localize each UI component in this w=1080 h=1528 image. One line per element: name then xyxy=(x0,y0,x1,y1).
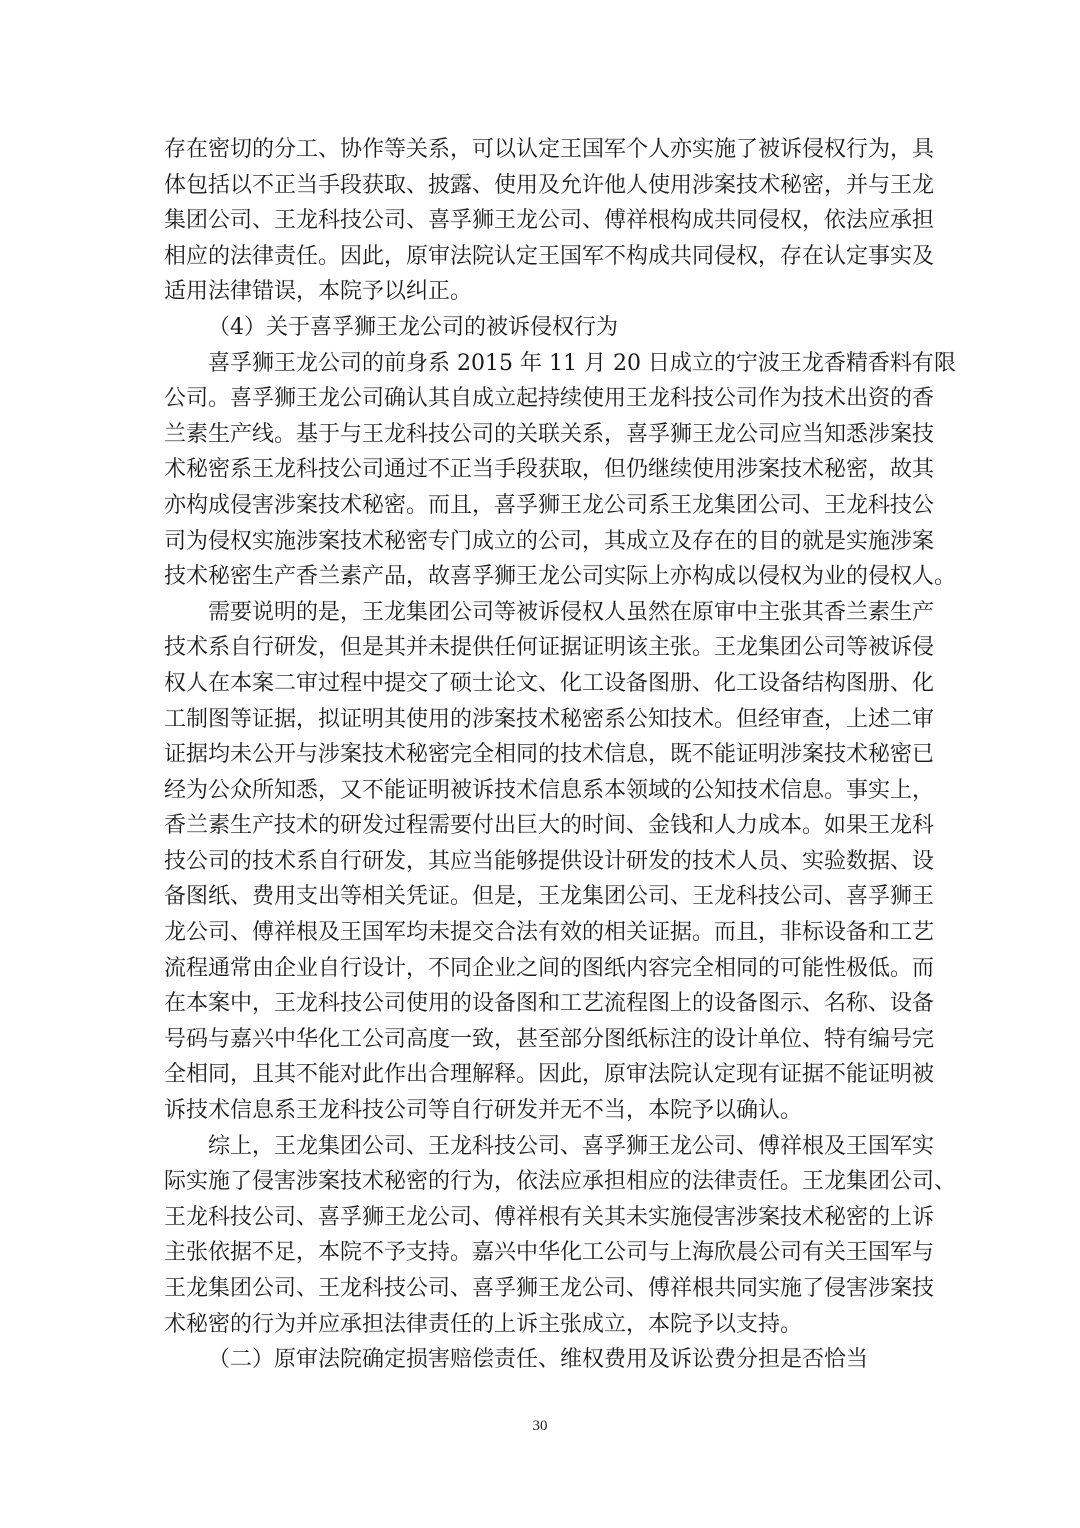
text-line: 权人在本案二审过程中提交了硕士论文、化工设备图册、化工设备结构图册、化 xyxy=(164,670,935,696)
text-line: 喜孚狮王龙公司的前身系 2015 年 11 月 20 日成立的宁波王龙香精香料有限 xyxy=(208,350,956,376)
text-line: 亦构成侵害涉案技术秘密。而且，喜孚狮王龙公司系王龙集团公司、王龙科技公 xyxy=(164,492,935,518)
text-line: 技术系自行研发，但是其并未提供任何证据证明该主张。王龙集团公司等被诉侵 xyxy=(164,635,935,661)
text-line: （二）原审法院确定损害赔偿责任、维权费用及诉讼费分担是否恰当 xyxy=(208,1347,869,1373)
text-line: 需要说明的是，王龙集团公司等被诉侵权人虽然在原审中主张其香兰素生产 xyxy=(208,599,935,625)
text-line: 际实施了侵害涉案技术秘密的行为，依法应承担相应的法律责任。王龙集团公司、 xyxy=(164,1169,957,1195)
page-number: 30 xyxy=(532,1418,548,1434)
text-line: 技公司的技术系自行研发，其应当能够提供设计研发的技术人员、实验数据、设 xyxy=(164,848,935,874)
document-body xyxy=(164,132,957,1378)
text-line: 全相同，且其不能对此作出合理解释。因此，原审法院认定现有证据不能证明被 xyxy=(164,1062,935,1088)
text-line: 公司。喜孚狮王龙公司确认其自成立起持续使用王龙科技公司作为技术出资的香 xyxy=(164,386,935,412)
text-line: 综上，王龙集团公司、王龙科技公司、喜孚狮王龙公司、傅祥根及王国军实 xyxy=(208,1133,935,1159)
text-line: 体包括以不正当手段获取、披露、使用及允许他人使用涉案技术秘密，并与王龙 xyxy=(164,172,935,198)
text-line: 王龙科技公司、喜孚狮王龙公司、傅祥根有关其未实施侵害涉案技术秘密的上诉 xyxy=(164,1204,935,1230)
text-line: 龙公司、傅祥根及王国军均未提交合法有效的相关证据。而且，非标设备和工艺 xyxy=(164,920,935,946)
text-line: 备图纸、费用支出等相关凭证。但是，王龙集团公司、王龙科技公司、喜孚狮王 xyxy=(164,884,935,910)
text-line: 香兰素生产技术的研发过程需要付出巨大的时间、金钱和人力成本。如果王龙科 xyxy=(164,813,935,839)
text-line: 经为公众所知悉，又不能证明被诉技术信息系本领域的公知技术信息。事实上， xyxy=(164,777,935,803)
text-line: 存在密切的分工、协作等关系，可以认定王国军个人亦实施了被诉侵权行为，具 xyxy=(164,137,935,162)
text-line: 术秘密系王龙科技公司通过不正当手段获取，但仍继续使用涉案技术秘密，故其 xyxy=(164,457,935,483)
text-line: 司为侵权实施涉案技术秘密专门成立的公司，其成立及存在的目的就是实施涉案 xyxy=(164,528,935,554)
text-line: 主张依据不足，本院不予支持。嘉兴中华化工公司与上海欣晨公司有关王国军与 xyxy=(164,1240,935,1266)
text-line: 流程通常由企业自行设计，不同企业之间的图纸内容完全相同的可能性极低。而 xyxy=(164,955,935,981)
text-line: 号码与嘉兴中华化工公司高度一致，甚至部分图纸标注的设计单位、特有编号完 xyxy=(164,1026,935,1052)
text-line: 在本案中，王龙科技公司使用的设备图和工艺流程图上的设备图示、名称、设备 xyxy=(164,991,935,1017)
text-line: 证据均未公开与涉案技术秘密完全相同的技术信息，既不能证明涉案技术秘密已 xyxy=(164,742,935,768)
text-line: 集团公司、王龙科技公司、喜孚狮王龙公司、傅祥根构成共同侵权，依法应承担 xyxy=(164,208,935,234)
text-line: 诉技术信息系王龙科技公司等自行研发并无不当，本院予以确认。 xyxy=(164,1098,803,1124)
text-line: 工制图等证据，拟证明其使用的涉案技术秘密系公知技术。但经审查，上述二审 xyxy=(164,706,935,732)
text-line: 王龙集团公司、王龙科技公司、喜孚狮王龙公司、傅祥根共同实施了侵害涉案技 xyxy=(164,1276,935,1301)
text-line: 兰素生产线。基于与王龙科技公司的关联关系，喜孚狮王龙公司应当知悉涉案技 xyxy=(164,421,935,447)
text-line: 适用法律错误，本院予以纠正。 xyxy=(164,279,473,305)
text-line: 术秘密的行为并应承担法律责任的上诉主张成立，本院予以支持。 xyxy=(164,1311,803,1337)
text-line: 技术秘密生产香兰素产品，故喜孚狮王龙公司实际上亦构成以侵权为业的侵权人。 xyxy=(164,564,957,590)
text-line: 相应的法律责任。因此，原审法院认定王国军不构成共同侵权，存在认定事实及 xyxy=(164,243,935,269)
text-line: （4）关于喜孚狮王龙公司的被诉侵权行为 xyxy=(208,314,618,340)
